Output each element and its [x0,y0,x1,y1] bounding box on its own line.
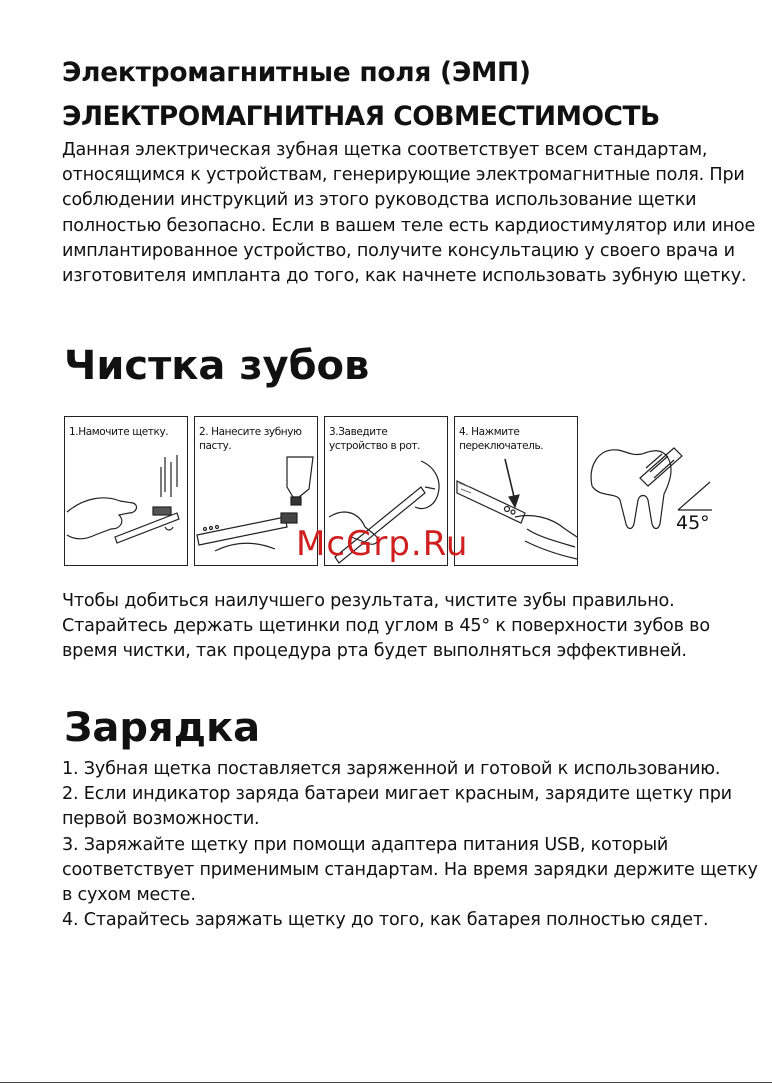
list-item: 2. Если индикатор заряда батареи мигает красным, зарядите щетку при первой возможности. [62,784,732,830]
angle-label: 45° [676,512,710,534]
list-item: 3. Заряжайте щетку при помощи адаптера питания USB, который соответствует применимым стандартам. На время зарядки держите щетку в сухом месте. [62,834,758,906]
step-1-panel [64,416,188,566]
step-4-panel [454,416,578,566]
press-switch-icon [455,417,578,566]
watermark: McGrp.Ru [296,524,469,564]
wet-brush-icon [65,417,188,566]
emf-title: Электромагнитные поля (ЭМП) [62,57,531,88]
list-item: 1. Зубная щетка поставляется заряженной и готовой к использованию. [62,759,721,779]
step-4-label: 4. Нажмите переключатель. [459,426,544,452]
emc-subtitle: ЭЛЕКТРОМАГНИТНАЯ СОВМЕСТИМОСТЬ [62,101,660,132]
charging-title: Зарядка [64,705,261,751]
cleaning-paragraph: Чтобы добиться наилучшего результата, чистите зубы правильно. Старайтесь держать щетинки под углом в 45° к поверхности зубов во время чистки, так процедура рта будет выполняться эффективней. [62,591,710,662]
charging-list [62,757,762,933]
emf-paragraph: Данная электрическая зубная щетка соответствует всем стандартам, относящимся к устройствам, генерирующие электромагнитные поля. При соблюдении инструкций из этого руководства использование щетки полностью безопасно. Если в вашем теле есть кардиостимулятор или иное имплантированное устройство, получите консультацию у своего врача и изготовителя импланта до того, как начнете использовать зубную щетку. [62,140,756,287]
step-2-label: 2. Нанесите зубную пасту. [199,426,302,452]
page-bottom-border [0,1082,772,1083]
step-1-label: 1.Намочите щетку. [69,426,169,438]
cleaning-title: Чистка зубов [64,343,370,389]
step-3-label: 3.Заведите устройство в рот. [329,426,421,452]
list-item: 4. Старайтесь заряжать щетку до того, как батарея полностью сядет. [62,910,709,931]
